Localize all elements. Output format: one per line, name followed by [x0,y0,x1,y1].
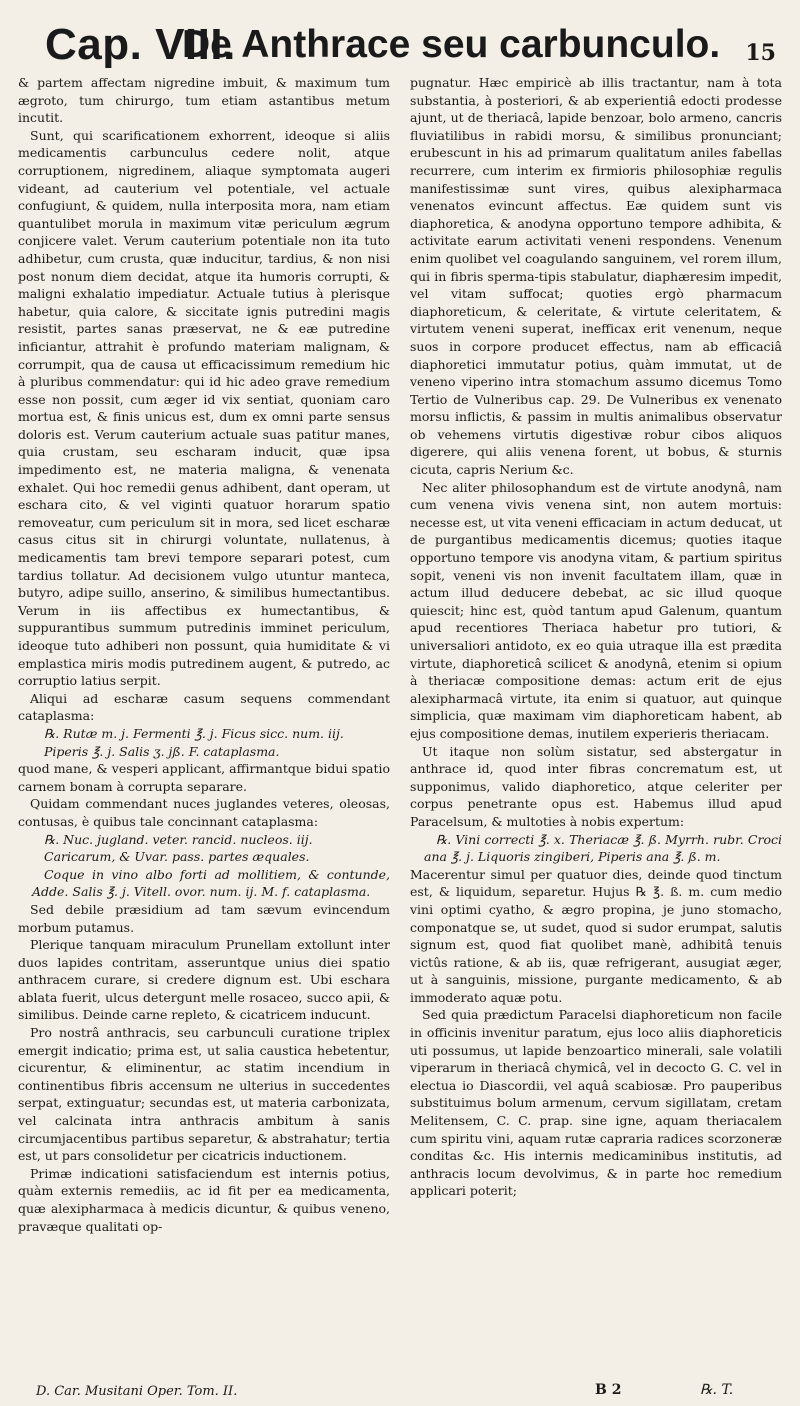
recipe-line: ℞. Rutæ m. j. Fermenti ℥. j. Ficus sicc. num. iij. [44,725,344,741]
right-column [410,74,782,1200]
recipe-line: ℞. Nuc. jugland. veter. rancid. nucleos. iij. [44,831,313,847]
chapter-label: Cap. VIII. [45,20,236,69]
paragraph: Macerentur simul per quatuor dies, deinde quod tinctum est, & liquidum, separetur. Hujus ℞ ℥. ß. m. cum medio vini optimi cyatho, & ægro propina, je juno stomacho, componatque se, ut sudet, quod si sudor erumpat, salutis signum est, quod fiat quolibet manè, adhibitâ tenuis victûs ratione, & ab iis, quæ refrigerant, ausugiat æger, ut à sanguinis, missione, purgante medicamento, & ab immoderato aquæ potu. [410,866,782,1005]
paragraph: Nec aliter philosophandum est de virtute anodynâ, nam cum venena vivis venena sint, non autem mortuis: necesse est, ut vita veneni efficaciam in actum deducat, ut de purgantibus medicamentis dicemus; quoties itaque opportuno tempore vis anodyna vitam, & partium spiritus sopit, veneni vis non invenit facultatem illam, quæ in actum illud deducere debebat, ac sic illud quoque quiescit; hinc est, quòd tantum apud Galenum, quantum apud recentiores Theriaca habetur pro tutiori, & universaliori antidoto, ex eo quia utraque illa est prædita virtute, diaphoreticâ scilicet & anodynâ, etenim si opium à theriacæ compositione demas: actum erit de ejus alexipharmacâ virtute, ita enim si quatuor, aut quinque simplicia, quæ maximam vim diaphoreticam habent, ab ejus compositione demas, inutilem experieris theriacam. [410,479,782,741]
footer-reference: D. Car. Musitani Oper. Tom. II. [36,1384,238,1399]
catchword: ℞. T. [700,1382,734,1398]
paragraph: Pro nostrâ anthracis, seu carbunculi curatione triplex emergit indicatio; prima est, ut salia caustica hebetentur, cicurentur, & eliminentur, ac statim incendium in continentibus fibris accensum ne ulterius in succedentes serpat, extinguatur; secundas est, ut materia carbonizata, vel calcinata intra anthracis ambitum à sanis circumjacentibus partibus separetur, & abstrahatur; tertia est, ut pars consolidetur per cicatricis inductionem. [18,1025,390,1164]
running-header [45,14,780,74]
paragraph: Plerique tanquam miraculum Prunellam extollunt inter duos lapides contritam, asseruntque unius diei spatio anthracem curare, si credere dignum est. Ubi eschara ablata fuerit, ulcus detergunt melle rosaceo, succo apii, & similibus. Deinde carne repleto, & cicatricem inducunt. [18,937,390,1023]
paragraph: Aliqui ad escharæ casum sequens commendant cataplasma: [18,690,390,724]
left-column [18,74,390,1235]
paragraph: quod mane, & vesperi applicant, affirmantque bidui spatio carnem bonam à corrupta separare. [18,761,390,794]
page-number: 15 [745,40,776,66]
paragraph: pugnatur. Hæc empiricè ab illis tractantur, nam à tota substantia, à posteriori, & ab experientiâ edocti prodesse ajunt, ut de theriacâ, lapide benzoar, bolo armeno, cancris fluviatilibus in rabidi morsu, & similibus pronunciant; erubescunt in his ad primarum qualitatum aniles fabellas recurrere, cum interim ex firmioris philosophiæ regulis manifestissimæ sunt vires, quibus alexipharmaca venenatos evincunt affectus. Eæ quidem sunt vis diaphoretica, & anodyna opportuno tempore adhibita, & activitate earum activitati veneni respondens. Venenum enim quolibet vel coagulando sanguinem, vel rorem illum, qui in fibris sperma-tipis stabulatur, diaphæresim impedit, vel vitam suffocat; quoties ergò pharmacum diaphoreticum, & celeritate, & virtute celeritatem, & virtutem veneni superat, inefficax erit venenum, neque suos in corpore producet effectus, nam ab efficaciâ diaphoretici immutatur potius, quàm immutat, ut de veneno viperino intra stomachum assumo dicemus Tomo Tertio de Vulneribus cap. 29. De Vulneribus ex venenato morsu inflictis, & passim in multis animalibus observatur ob vehemens virtutis digestivæ robur cibos aliquos digerere, qui aliis venena forent, ut bobus, & sturnis cicuta, capris Nerium &c. [410,75,782,478]
chapter-title: De Anthrace seu carbunculo. [182,23,721,66]
recipe-line: Caricarum, & Uvar. pass. partes æquales. [44,849,310,865]
paragraph: Sunt, qui scarificationem exhorrent, ideoque si aliis medicamentis carbunculus cedere nolit, atque corruptionem, nigredinem, aliaque symptomata augeri videant, ad cauterium vel potentiale, vel actuale confugiunt, & quidem, nulla interposita mora, nam etiam quantulibet morula in maximum vitæ periculum ægrum conjicere valet. Verum cauterium potentiale non ita tuto adhibetur, cum crusta, quæ inducitur, tardius, & non nisi post nonum diem decidat, atque ita humoris corrupti, & maligni exhalatio impediatur. Actuale tutius à plerisque habetur, quia calore, & siccitate ignis putredini magis resistit, partes sanas præservat, ne & eæ putredine inficiantur, attrahit è profundo materiam malignam, & corrumpit, qua de causa ut efficacissimum remedium hic à pluribus commendatur: qui id hic adeo grave remedium esse non possit, cum æger id vix sentiat, quoniam caro mortua est, & finis unicus est, dum ex omni parte sensus doloris est. Verum cauterium actuale suas patitur manes, quia crustam, seu escharam inducit, quæ ipsa impedimento est, ne materia maligna, & venenata exhalet. Qui hoc remedii genus adhibent, dant operam, ut eschara cito, & vel viginti quatuor horarum spatio removeatur, cum periculum sit in mora, sed licet escharæ casus citus sit in chirurgi voluntate, nullatenus, à medicamentis tam brevi tempore separari potest, cum tardius tollatur. Ad decisionem vulgo utuntur manteca, butyro, adipe suillo, anserino, & similibus humectantibus. Verum in iis affectibus ex humectantibus, & suppurantibus summum putredinis imminet periculum, ideoque tuto adhiberi non possunt, quia humiditate & vi emplastica miris modis putredinem augent, & putredo, ac corruptio latius serpit. [18,127,390,689]
signature-mark: B 2 [595,1382,622,1398]
paragraph: Quidam commendant nuces juglandes veteres, oleosas, contusas, è quibus tale concinnant cataplasma: [18,796,390,829]
recipe-line: Piperis ℥. j. Salis ʒ. jß. F. cataplasma. [44,743,280,759]
paragraph: Sed quia prædictum Paracelsi diaphoreticum non facile in officinis invenitur paratum, ejus loco aliis diaphoreticis uti possumus, ut lapide benzoartico minerali, sale volatili viperarum in theriacâ chymicâ, vel in decocto G. C. vel in electua io Diascordii, vel aquâ scabiosæ. Pro pauperibus substituimus bolum armenum, cervum sigillatam, cretam Melitensem, C. C. prap. sine igne, aquam theriacalem cum spiritu vini, aquam rutæ capraria radices scorzoneræ conditas &c. His internis medicaminibus institutis, ad anthracis locum devolvimus, & in parte hoc remedium applicari poterit; [410,1007,782,1199]
recipe-line: Coque in vino albo forti ad mollitiem, & contunde, Adde. Salis ℥. j. Vitell. ovor. num. ij. M. f. cataplasma. [32,866,390,900]
paragraph: Ut itaque non solùm sistatur, sed abstergatur in anthrace id, quod inter fibras concrematum est, ut supponimus, valido diaphoretico, atque celeriter per corpus penetrante opus est. Habemus illud apud Paracelsum, & multoties à nobis expertum: [410,743,782,829]
paragraph: Primæ indicationi satisfaciendum est internis potius, quàm externis remediis, ac id fit per ea medicamenta, quæ alexipharmaca à medicis dicuntur, & quibus veneno, pravæque qualitati op- [18,1165,390,1234]
recipe-line: ℞. Vini correcti ℥. x. Theriacæ ℥. ß. Myrrh. rubr. Croci ana ℥. j. Liquoris zingiberi, Piperis ana ℥. ß. m. [424,831,782,865]
paragraph: Sed debile præsidium ad tam sævum evincendum morbum putamus. [18,901,390,935]
paragraph: & partem affectam nigredine imbuit, & maximum tum ægroto, tum chirurgo, tum etiam astantibus metum incutit. [18,75,390,126]
